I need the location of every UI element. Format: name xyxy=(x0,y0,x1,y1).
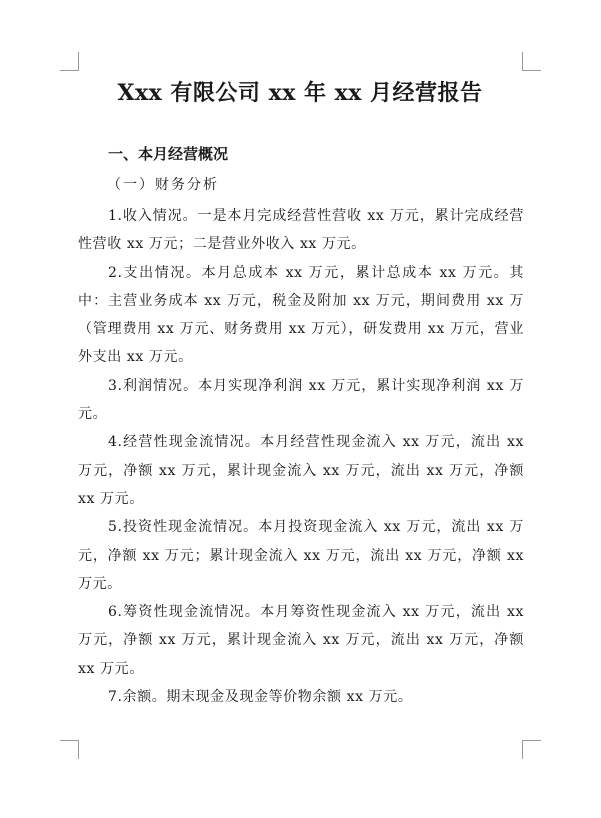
section-heading: 一、本月经营概况 xyxy=(108,145,229,163)
paragraph-income: 1.收入情况。一是本月完成经营性营收 xx 万元，累计完成经营性营收 xx 万元；二是营业外收入 xx 万元。 xyxy=(78,208,524,253)
crop-mark-top-right xyxy=(522,52,541,71)
paragraph-profit: 3.利润情况。本月实现净利润 xx 万元，累计实现净利润 xx 万元。 xyxy=(78,377,524,423)
crop-mark-bottom-left xyxy=(60,740,79,759)
paragraph-investing-cash-flow: 5.投资性现金流情况。本月投资现金流入 xx 万元，流出 xx 万元，净额 xx 万元；累计现金流入 xx 万元，流出 xx 万元，净额 xx 万元。 xyxy=(78,519,524,592)
paragraph-expenditure: 2.支出情况。本月总成本 xx 万元，累计总成本 xx 万元。其中：主营业务成本 xx 万元，税金及附加 xx 万元，期间费用 xx 万（管理费用 xx 万元、财务费用 xx 万元），研发费用 xx 万元，营业外支出 xx 万元。 xyxy=(78,264,524,366)
crop-mark-top-left xyxy=(60,52,79,71)
document-body xyxy=(78,202,524,711)
paragraph-operating-cash-flow: 4.经营性现金流情况。本月经营性现金流入 xx 万元，流出 xx 万元，净额 xx 万元，累计现金流入 xx 万元，流出 xx 万元，净额 xx 万元。 xyxy=(78,434,524,507)
document-title: Xxx 有限公司 xx 年 xx 月经营报告 xyxy=(117,80,483,106)
paragraph-financing-cash-flow: 6.筹资性现金流情况。本月筹资性现金流入 xx 万元，流出 xx 万元，净额 xx 万元，累计现金流入 xx 万元，流出 xx 万元，净额 xx 万元。 xyxy=(78,604,524,677)
crop-mark-bottom-right xyxy=(522,740,541,759)
paragraph-balance: 7.余额。期末现金及现金等价物余额 xx 万元。 xyxy=(108,689,413,706)
subsection-heading: （一）财务分析 xyxy=(107,177,219,193)
